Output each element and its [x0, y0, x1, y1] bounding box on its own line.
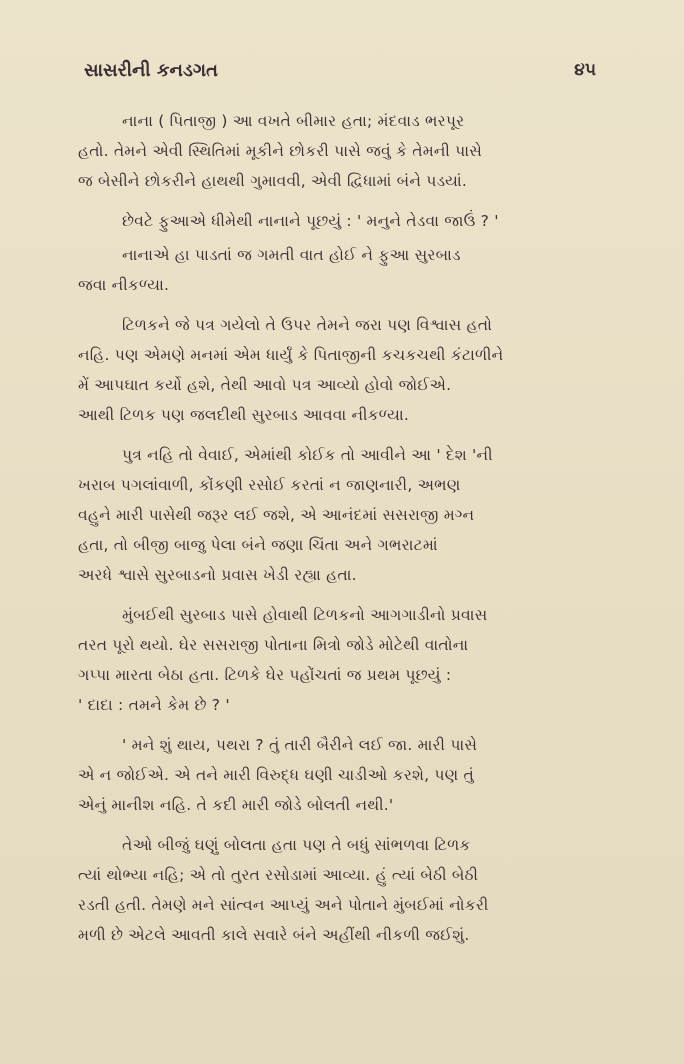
- paragraph: [78, 600, 606, 720]
- text-line: વહુને મારી પાસેથી જરૂર લઈ જશે, એ આનંદમાં સસરાજી મગ્ન: [78, 506, 475, 524]
- running-title: સાસરીની કનડગત: [84, 60, 218, 81]
- text-line: ' મને શું થાય, પથરા ? તું તારી બૈરીને લઈ જા. મારી પાસે: [122, 736, 478, 754]
- text-line: છેવટે ફુઆએ ધીમેથી નાનાને પૂછયું : ' મનુને તેડવા જાઉં ? ': [122, 212, 499, 230]
- text-line: મળી છે એટલે આવતી કાલે સવારે બંને અહીંથી નીકળી જઈશું.: [78, 926, 470, 944]
- text-line: જવા નીકળ્યા.: [78, 276, 170, 294]
- paragraph: [78, 830, 606, 950]
- text-line: મુંબઈથી સુરબાડ પાસે હોવાથી ટિળકનો આગગાડીનો પ્રવાસ: [122, 606, 488, 624]
- text-line: હતો. તેમને એવી સ્થિતિમાં મૂકીને છોકરી પાસે જવું કે તેમની પાસે: [78, 142, 482, 160]
- text-line: એનું માનીશ નહિ. તે કદી મારી જોડે બોલતી નથી.': [78, 796, 394, 814]
- text-line: તેઓ બીજું ઘણું બોલતા હતા પણ તે બધું સાંભળવા ટિળક: [122, 836, 471, 854]
- paragraph: [78, 730, 606, 820]
- paragraph: [78, 206, 606, 236]
- text-line: જ બેસીને છોકરીને હાથથી ગુમાવવી, એવી દ્વિધામાં બંને પડયાં.: [78, 172, 467, 190]
- page-number: ૪૫: [574, 60, 596, 80]
- text-line: આથી ટિળક પણ જલદીથી સુરબાડ આવવા નીકળ્યા.: [78, 406, 409, 424]
- text-line: નહિ. પણ એમણે મનમાં એમ ધાર્યું કે પિતાજીની કચકચથી કંટાળીને: [78, 346, 504, 364]
- body-text: [78, 106, 606, 960]
- text-line: પુત્ર નહિ તો વેવાઈ, એમાંથી કોઈક તો આવીને આ ' દેશ 'ની: [122, 446, 493, 464]
- paragraph: [78, 440, 606, 590]
- page-header: [84, 60, 596, 88]
- paragraph: [78, 106, 606, 196]
- text-line: ખરાબ પગલાંવાળી, કોંકણી રસોઈ કરતાં ન જાણનારી, અભણ: [78, 476, 461, 494]
- paragraph: [78, 240, 606, 300]
- text-line: ટિળકને જે પત્ર ગયેલો તે ઉપર તેમને જરા પણ વિશ્વાસ હતો: [122, 316, 493, 334]
- text-line: તરત પૂરો થયો. ઘેર સસરાજી પોતાના મિત્રો જોડે મોટેથી વાતોના: [78, 636, 469, 654]
- paragraph: [78, 310, 606, 430]
- text-line: હતા, તો બીજી બાજુ પેલા બંને જણા ચિંતા અને ગભરાટમાં: [78, 536, 438, 554]
- text-line: નાનાએ હા પાડતાં જ ગમતી વાત હોઈ ને ફુઆ સુરબાડ: [122, 246, 461, 264]
- text-line: ગપ્પા મારતા બેઠા હતા. ટિળકે ઘેર પહોંચતાં જ પ્રથમ પૂછયું :: [78, 666, 452, 684]
- text-line: એ ન જોઈએ. એ તને મારી વિરુદ્ધ ઘણી ચાડીઓ કરશે, પણ તું: [78, 766, 474, 784]
- text-line: નાના ( પિતાજી ) આ વખતે બીમાર હતા; મંદવાડ ભરપૂર: [122, 112, 465, 130]
- text-line: મેં આપઘાત કર્યો હશે, તેથી આવો પત્ર આવ્યો હોવો જોઈએ.: [78, 376, 452, 394]
- text-line: ' દાદા : તમને કેમ છે ? ': [78, 696, 230, 714]
- text-line: અરધે શ્વાસે સુરબાડનો પ્રવાસ ખેડી રહ્યા હતા.: [78, 566, 357, 584]
- text-line: ત્યાં થોભ્યા નહિ; એ તો તુરત રસોડામાં આવ્યા. હું ત્યાં બેઠી બેઠી: [78, 866, 479, 884]
- text-line: રડતી હતી. તેમણે મને સાંત્વન આપ્યું અને પોતાને મુંબઈમાં નોકરી: [78, 896, 489, 914]
